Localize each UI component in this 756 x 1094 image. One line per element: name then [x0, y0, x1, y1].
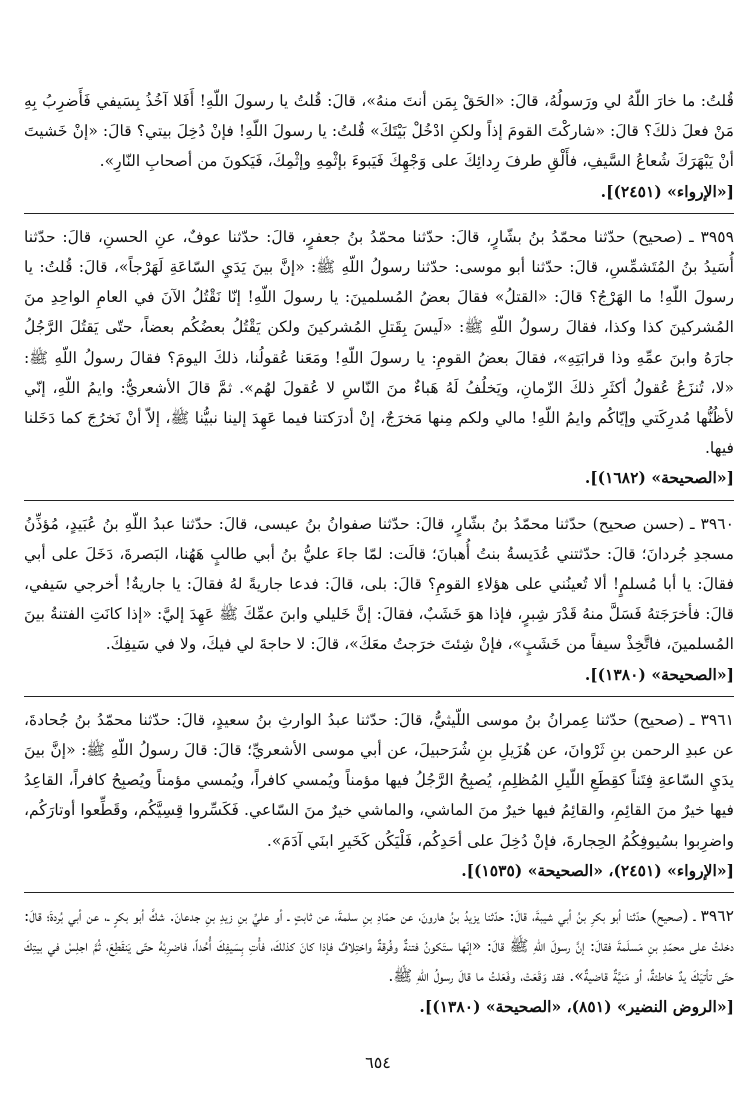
divider — [24, 892, 734, 893]
hadith-reference: [«الصحيحة» (١٣٨٠)]. — [584, 664, 734, 684]
hadith-text: ٣٩٦٢ ـ (صحيح) حدّثنا أبو بكرِ بنُ أبي شيبةَ، قالَ: حدّثنا يزيدُ بنُ هارونَ، عن حمّادِ بنِ سلمةَ، عن ثابتٍ ـ أو عليِّ بنِ زيدِ بنِ جدعانَ. شكَّ أبو بكرٍ ـ، عن أبي بُردةَ؛ قالَ: دخلتُ على محمّدِ بنِ مَسلَمةَ فقالَ: إنَّ رسولَ اللّهِ ﷺ قالَ: «إنّها ستَكونُ فتنةٌ وفُرقةٌ واختِلافٌ فإذا كانَ كذلكَ، فأْتِ بِسَيفِكَ أُحُداً، فاضرِبْهُ حتّى يَنقَطِعَ، ثُمَّ اجلِسْ في بيتِكَ حتّى تأتيَكَ يدٌ خاطئةٌ، أو مَنيَّةٌ قاضيةٌ». فقد وَقَعَتْ، وفَعَلتُ ما قالَ رسولُ اللّهِ ﷺ. — [24, 907, 734, 986]
divider — [24, 500, 734, 501]
hadith-text: ٣٩٦٠ ـ (حسن صحيح) حدّثنا محمّدُ بنُ بشّارٍ، قالَ: حدّثنا صفوانُ بنُ عيسى، قالَ: حدّثنا عبدُ اللّهِ بنُ عُبَيدٍ، مُؤذِّنُ مسجدِ جُردانَ؛ قالَ: حدّثتني عُدَيسةُ بنتُ أُهبانَ؛ قالَت: لمّا جاءَ عليُّ بنُ أبي طالبٍ هَهُنا، البَصرةَ، دَخَلَ على أبي فقالَ: يا أبا مُسلمٍ! ألا تُعينُني على هؤلاءِ القومِ؟ قالَ: بلى، قالَ: فدعا جاريةً لهُ فقالَ: يا جاريةُ! أخرجي سَيفي، قالَ: فأخرَجَتهُ فَسَلَّ منهُ قَدْرَ شِبرٍ، فإذا هوَ خَشَبٌ، فقالَ: إنَّ خَليلي وابنَ عمِّكَ ﷺ عَهِدَ إليَّ: «إذا كانَتِ الفتنةُ بينَ المُسلمينَ، فاتَّخِذْ سيفاً من خَشَبٍ»، فإنْ شِئتَ خرَجتُ معَكَ»، قالَ: لا حاجةَ لي فيكَ، ولا في سَيفِكَ. — [24, 514, 734, 654]
hadith-reference: [«الصحيحة» (١٦٨٢)]. — [584, 468, 734, 488]
hadith-reference: [«الروض النضير» (٨٥١)، «الصحيحة» (١٣٨٠)]. — [419, 996, 734, 1016]
hadith-reference: [«الإرواء» (٢٤٥١)، «الصحيحة» (١٥٣٥)]. — [461, 860, 734, 880]
page-number: ٦٥٤ — [365, 1053, 391, 1072]
hadith-continuation — [24, 86, 734, 207]
hadith-3959 — [24, 222, 734, 494]
hadith-text: قُلتُ: ما خارَ اللّهُ لي ورَسولُهُ، قالَ: «الحَقْ بِمَن أنتَ منهُ»، قالَ: قُلتُ يا رسولَ اللّهِ! أَفَلا آخُذُ بِسَيفي فَأَضرِبُ بِهِ مَنْ فعلَ ذلكَ؟ قالَ: «شاركْتَ القومَ إذاً ولكنِ ادْخُلْ بَيْتَكَ» قُلتُ: يا رسولَ اللّهِ! فإنْ دُخِلَ بيتي؟ قالَ: «إنْ خَشيتَ أنْ يَبْهَرَكَ شُعاعُ السَّيفِ، فأَلْقِ طرفَ رِدائِكَ على وَجْهِكَ فَيَبوءَ بإثْمِهِ وإثْمِكَ، فَيَكونَ من أصحابِ النّارِ». — [24, 92, 734, 171]
divider — [24, 696, 734, 697]
hadith-text: ٣٩٦١ ـ (صحيح) حدّثنا عِمرانُ بنُ موسى اللّيثيُّ، قالَ: حدّثنا عبدُ الوارثِ بنُ سعيدٍ، قالَ: حدّثنا محمّدُ بنُ جُحادةَ، عن عبدِ الرحمن بنِ ثَرْوانَ، عن هُزَيلِ بنِ شُرَحبيلَ، عن أبي موسى الأشعريِّ؛ قالَ: قالَ رسولُ اللّهِ ﷺ: «إنَّ بينَ يدَيِ السّاعةِ فِتَناً كقِطَعِ اللّيلِ المُظلِمِ، يُصبِحُ الرَّجُلُ فيها مؤمناً ويُمسي كافراً، ويُمسي مؤمناً ويُصبِحُ كافراً، القاعِدُ فيها خيرٌ منَ القائِمِ، والقائِمُ فيها خيرٌ منَ الماشي، والماشي خيرٌ منَ السّاعي. فَكَسِّروا قِسِيَّكُم، وقَطِّعوا أوتارَكُم، واضرِبوا بسُيوفِكُمُ الحِجارةَ، فإنْ دُخِلَ على أحَدِكُم، فَلْيَكُن كَخَيرِ ابنَي آدَمَ». — [24, 710, 734, 850]
hadith-3961 — [24, 705, 734, 886]
hadith-reference: [«الإرواء» (٢٤٥١)]. — [600, 181, 734, 201]
hadith-text: ٣٩٥٩ ـ (صحيح) حدّثنا محمّدُ بنُ بشّارٍ، قالَ: حدّثنا محمّدُ بنُ جعفرٍ، قالَ: حدّثنا عوفٌ، عنِ الحسنِ، قالَ: حدّثنا أُسَيدُ بنُ المُتَشمِّسِ، قالَ: حدّثنا أبو موسى: حدّثنا رسولُ اللّهِ ﷺ: «إنَّ بينَ يَدَيِ السّاعَةِ لَهَرْجاً»، قالَ: قُلتُ: يا رسولَ اللّهِ! ما الهَرْجُ؟ قالَ: «القتلُ» فقالَ بعضُ المُسلمينَ: يا رسولَ اللّهِ! إنّا نَقْتُلُ الآنَ في العامِ الواحِدِ منَ المُشركينَ كذا وكذا، فقالَ رسولُ اللّهِ ﷺ: «لَيسَ بِقَتلِ المُشركينَ ولكن يَقْتُلُ بعضُكُم بعضاً، حتّى يَقتُلَ الرَّجُلُ جارَهُ وابنَ عمِّهِ وذا قرابَتِهِ»، فقالَ بعضُ القومِ: يا رسولَ اللّهِ! ومَعَنا عُقولُنا، ذلكَ اليومَ؟ فقالَ رسولُ اللّهِ ﷺ: «لا، تُنزَعُ عُقولُ أكثَرِ ذلكَ الزّمانِ، ويَخلُفُ لَهُ هَباءٌ منَ النّاسِ لا عُقولَ لهُم». ثمَّ قالَ الأشعريُّ: وايمُ اللّهِ، إنّي لأظُنُّها مُدرِكَتي وإيّاكُم وايمُ اللّهِ! مالي ولكم مِنها مَخرَجٌ، إنْ أدرَكتنا فيما عَهِدَ إلينا نبيُّنا ﷺ، إلاّ أنْ نَخرُجَ كما دَخَلنا فيها. — [24, 227, 735, 458]
hadith-3960 — [24, 509, 734, 690]
hadith-3962 — [24, 901, 734, 1022]
divider — [24, 213, 734, 214]
